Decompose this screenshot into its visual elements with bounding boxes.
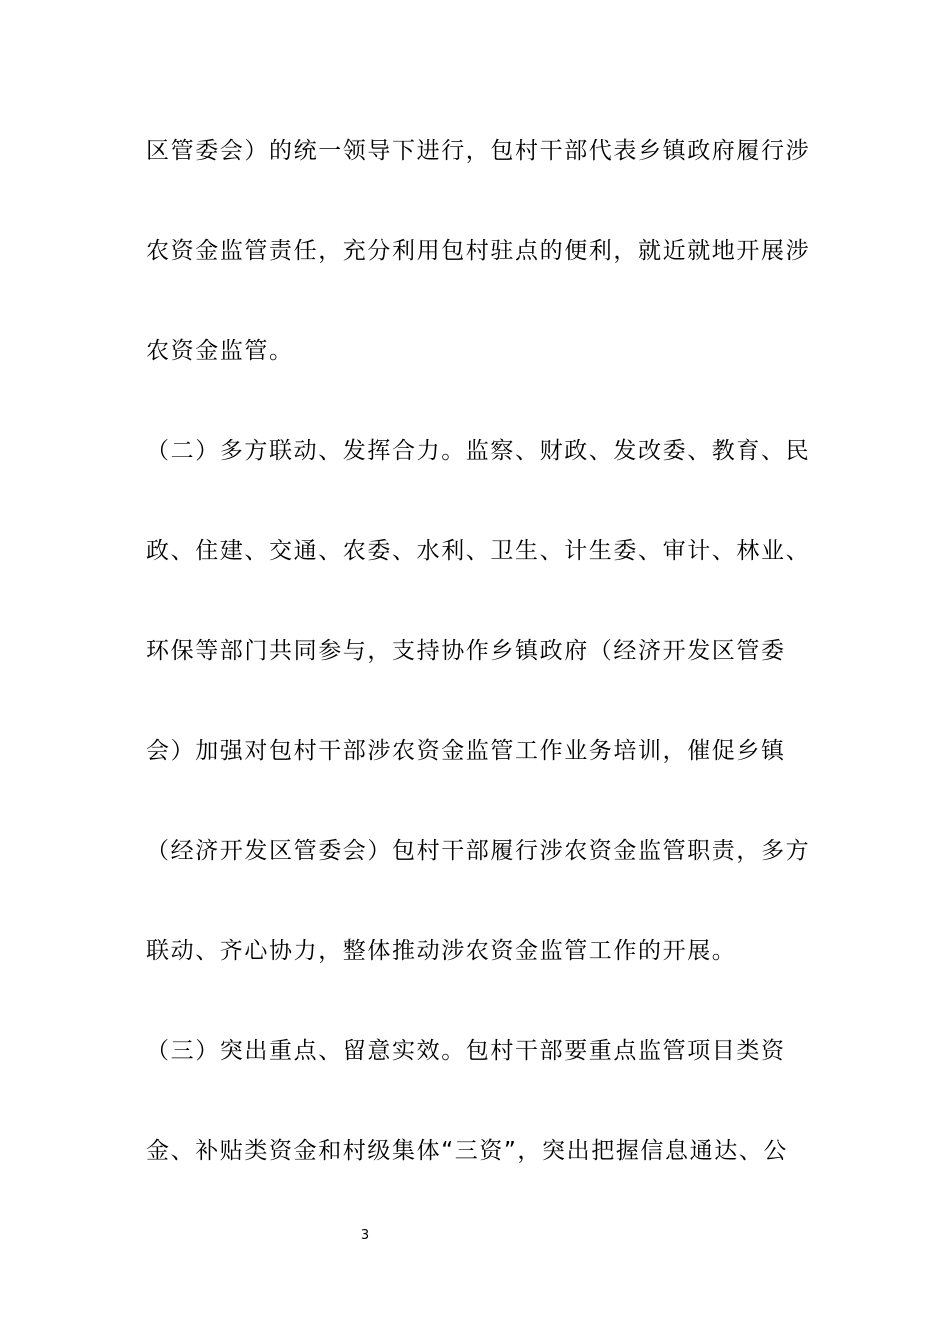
page-number: 3	[360, 1228, 370, 1243]
text-line: 联动、齐心协力，整体推动涉农资金监管工作的开展。	[146, 938, 737, 964]
text-line: 农资金监管责任，充分利用包村驻点的便利，就近就地开展涉	[146, 238, 811, 264]
text-line: （二）多方联动、发挥合力。监察、财政、发改委、教育、民	[146, 438, 811, 464]
text-line: 金、补贴类资金和村级集体“三资”，突出把握信息通达、公	[146, 1138, 789, 1164]
text-line: 环保等部门共同参与，支持协作乡镇政府（经济开发区管委	[146, 638, 786, 664]
text-line: 会）加强对包村干部涉农资金监管工作业务培训，催促乡镇	[146, 738, 786, 764]
text-line: （经济开发区管委会）包村干部履行涉农资金监管职责，多方	[146, 838, 811, 864]
text-line: （三）突出重点、留意实效。包村干部要重点监管项目类资	[146, 1038, 786, 1064]
text-line: 政、住建、交通、农委、水利、卫生、计生委、审计、林业、	[146, 538, 811, 564]
text-line: 区管委会）的统一领导下进行，包村干部代表乡镇政府履行涉	[146, 138, 811, 164]
text-line: 农资金监管。	[146, 338, 294, 364]
